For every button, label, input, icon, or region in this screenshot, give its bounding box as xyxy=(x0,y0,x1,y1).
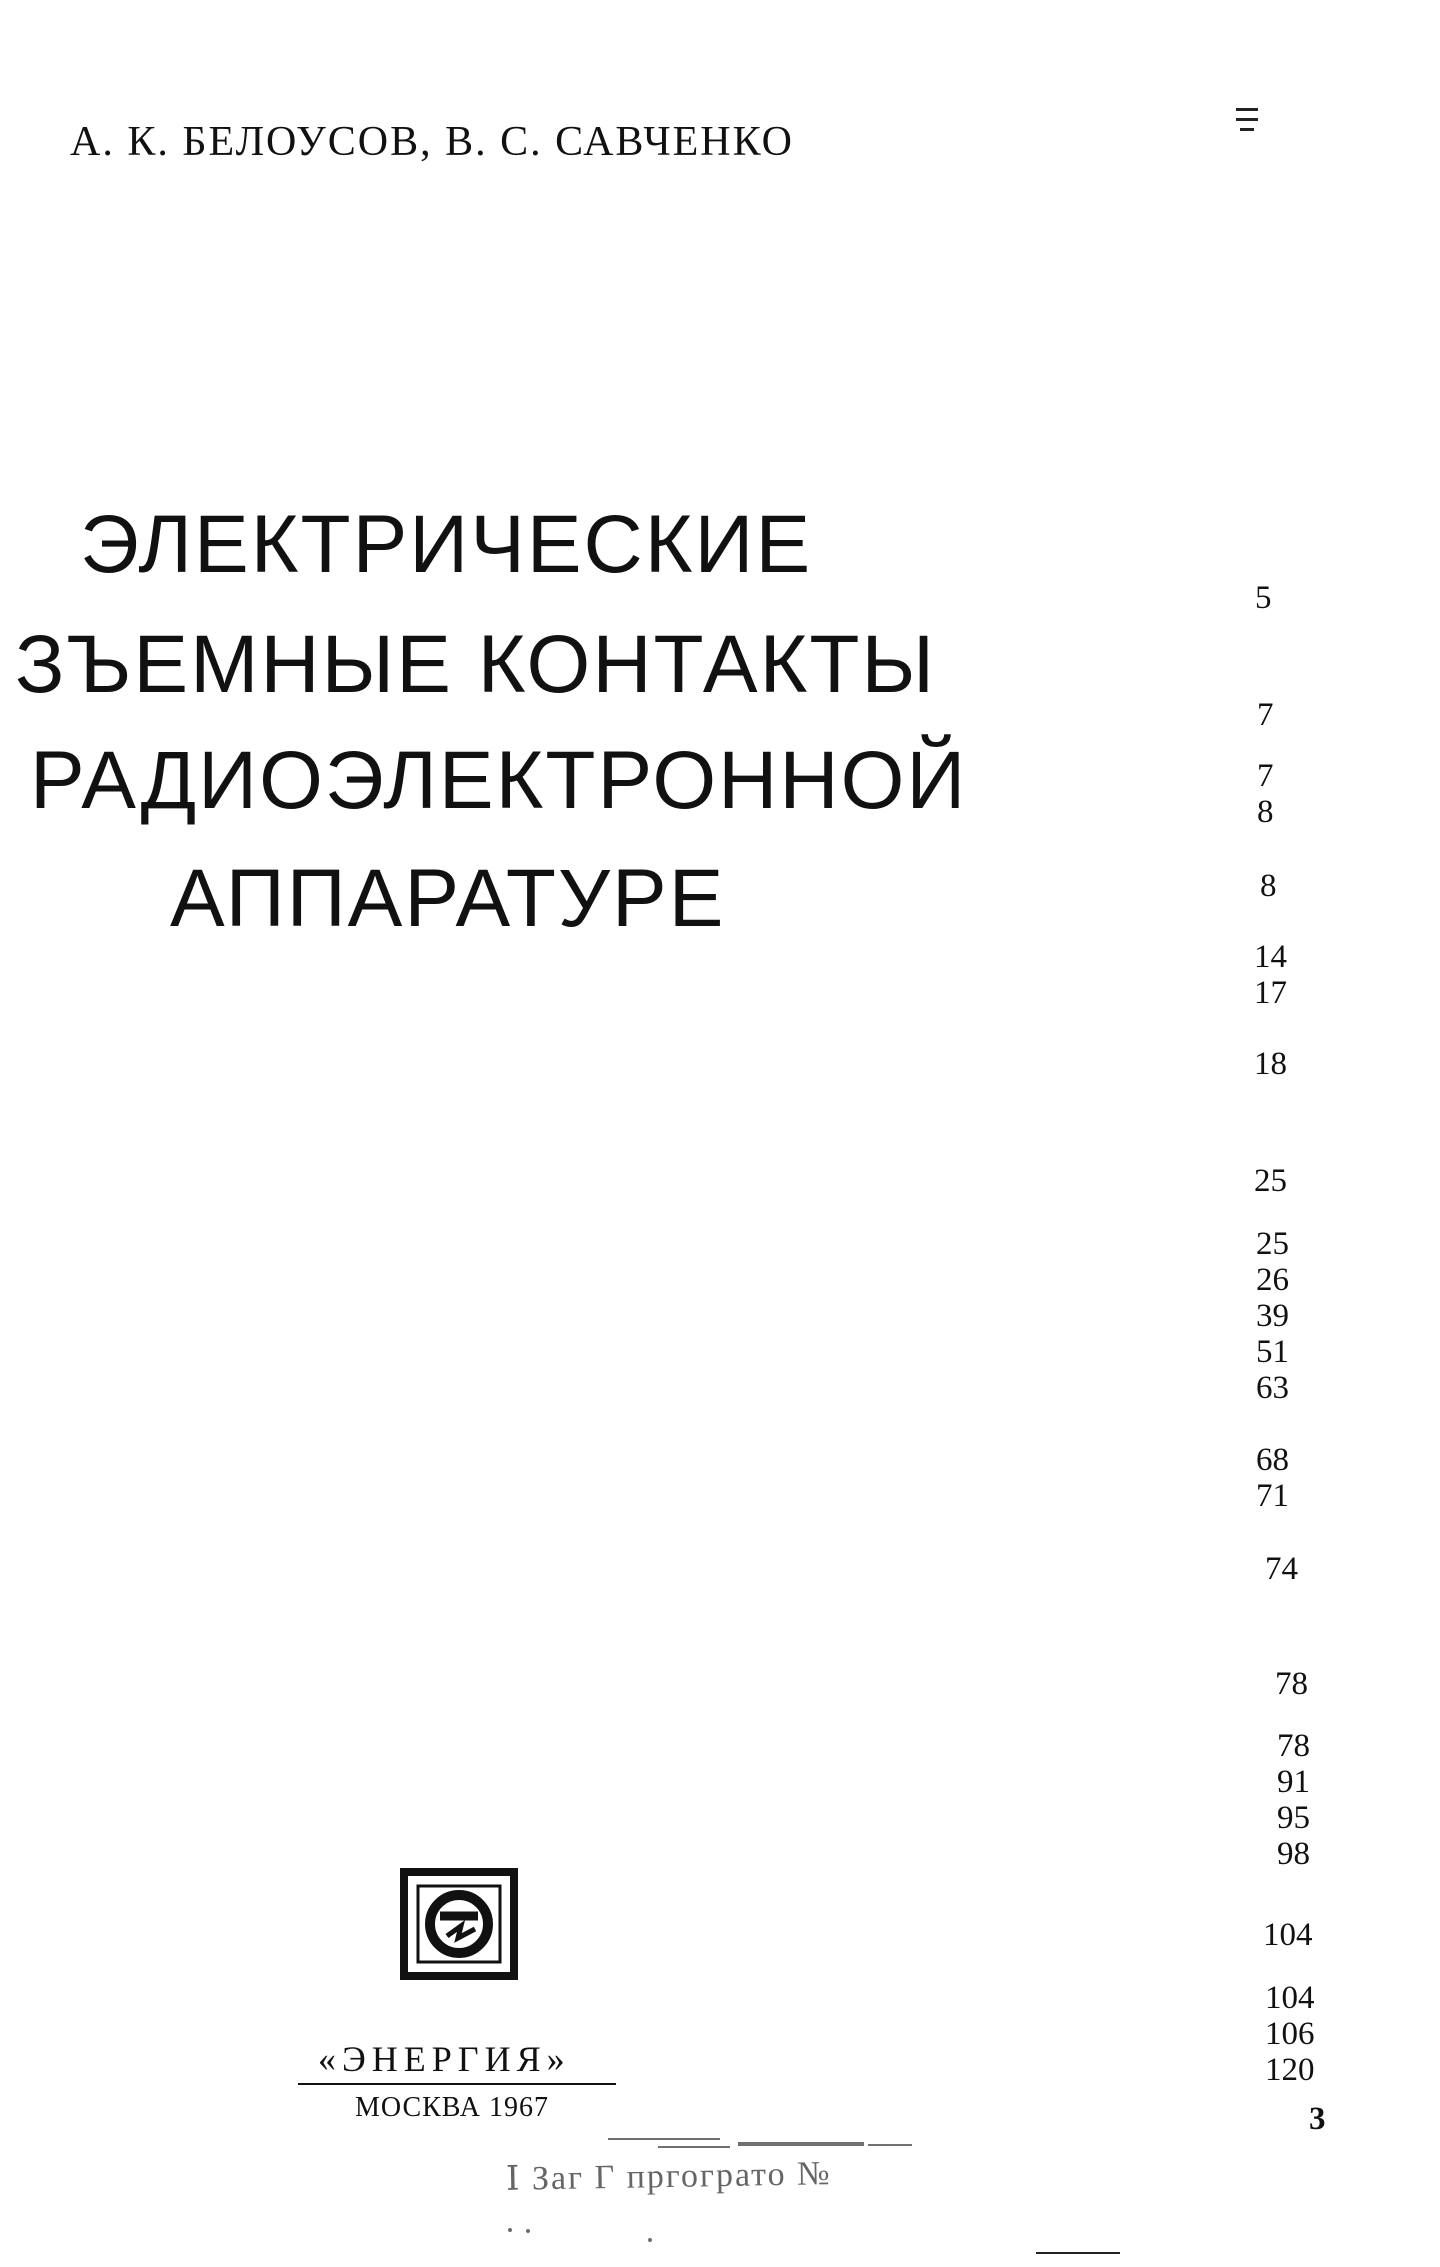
toc-page-number: 106 xyxy=(1265,2016,1315,2052)
library-stamp xyxy=(498,2128,918,2248)
toc-page-number: 5 xyxy=(1255,580,1272,616)
corner-mark-icon xyxy=(1236,104,1258,134)
title-line-4: АППАРАТУРЕ xyxy=(170,853,726,944)
toc-page-number: 18 xyxy=(1254,1046,1287,1082)
toc-page-number: 71 xyxy=(1256,1478,1289,1514)
toc-page-number: 39 xyxy=(1256,1298,1289,1334)
city-year: МОСКВА 1967 xyxy=(355,2092,549,2123)
publisher-name: «ЭНЕРГИЯ» xyxy=(318,2039,571,2079)
title-line-3: РАДИОЭЛЕКТРОННОЙ xyxy=(30,735,968,826)
toc-page-number: 120 xyxy=(1265,2052,1315,2088)
toc-page-number: 78 xyxy=(1275,1666,1308,1702)
toc-page-number: 68 xyxy=(1256,1442,1289,1478)
toc-page-number: 7 xyxy=(1257,758,1274,794)
toc-page-number: 26 xyxy=(1256,1262,1289,1298)
toc-page-number: 14 xyxy=(1254,939,1287,975)
publisher-rule xyxy=(298,2083,616,2085)
title-line-2: ЗЪЕМНЫЕ КОНТАКТЫ xyxy=(15,619,937,710)
toc-page-number: 63 xyxy=(1256,1370,1289,1406)
toc-page-number: 51 xyxy=(1256,1334,1289,1370)
toc-page-number: 74 xyxy=(1265,1551,1298,1587)
toc-page-number: 25 xyxy=(1256,1226,1289,1262)
toc-page-number: 17 xyxy=(1254,975,1287,1011)
toc-page-number: 98 xyxy=(1277,1836,1310,1872)
stamp-text: Ⅰ Заг Г пргограто № xyxy=(505,2155,832,2198)
toc-page-number: 104 xyxy=(1265,1980,1315,2016)
title-line-1: ЭЛЕКТРИЧЕСКИЕ xyxy=(80,499,813,590)
toc-page-number: 7 xyxy=(1257,697,1274,733)
toc-page-number: 104 xyxy=(1263,1917,1313,1953)
bottom-rule xyxy=(1036,2252,1120,2254)
toc-page-number: 91 xyxy=(1277,1764,1310,1800)
toc-page-number: 78 xyxy=(1277,1728,1310,1764)
toc-page-number: 25 xyxy=(1254,1163,1287,1199)
toc-page-number: 8 xyxy=(1260,868,1277,904)
publisher-logo-icon xyxy=(400,1868,518,1980)
toc-page-number: 8 xyxy=(1257,794,1274,830)
page-number: 3 xyxy=(1309,2101,1326,2137)
authors-line: А. К. БЕЛОУСОВ, В. С. САВЧЕНКО xyxy=(70,119,794,165)
toc-page-number: 95 xyxy=(1277,1800,1310,1836)
